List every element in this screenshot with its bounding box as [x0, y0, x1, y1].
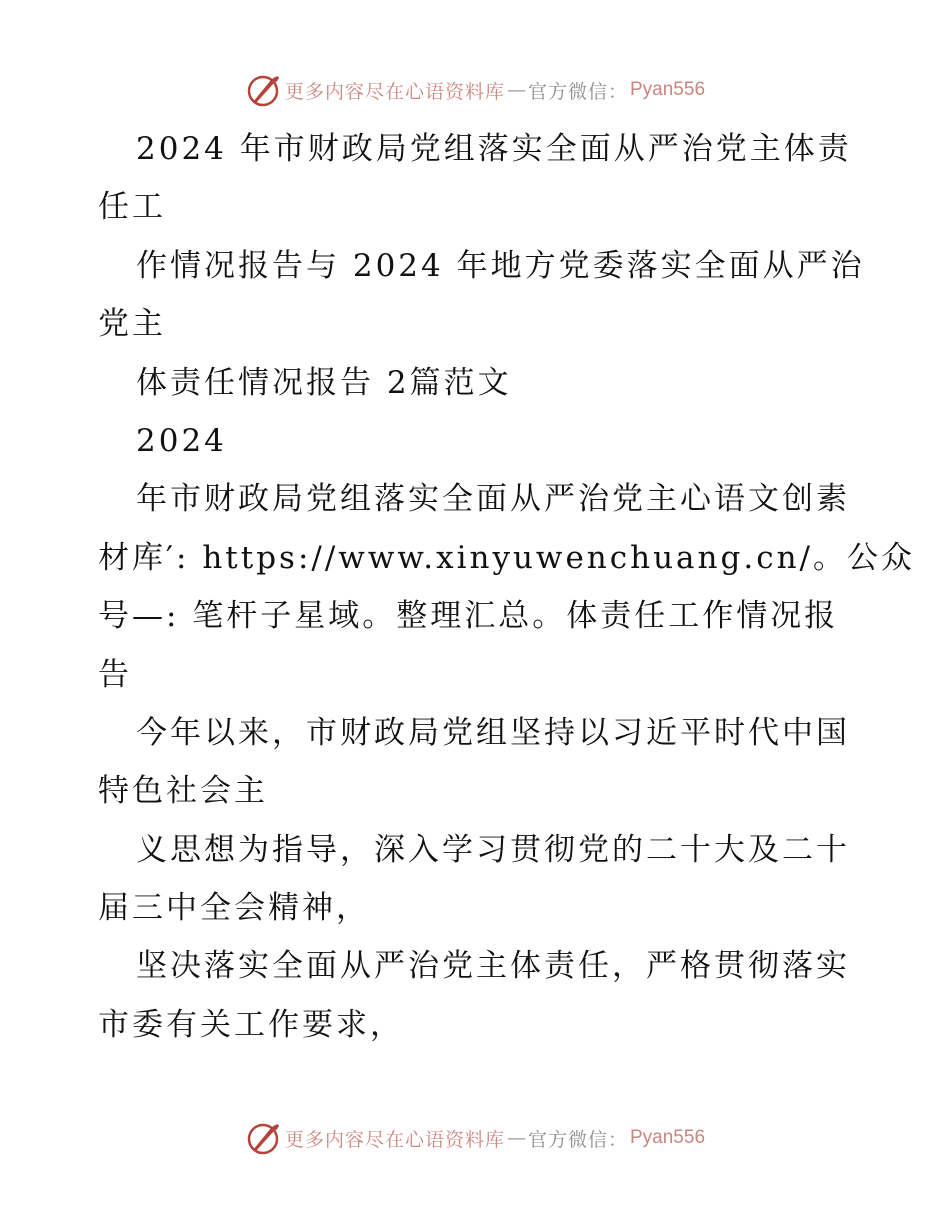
banner-separator: — [506, 1127, 526, 1149]
text-line: 体责任情况报告 2篇范文 [136, 364, 512, 401]
text-line: 市委有关工作要求， [98, 1006, 404, 1043]
text-line: 告 [98, 656, 132, 693]
text-line: 今年以来，市财政局党组坚持以习近平时代中国 [136, 714, 850, 751]
text-line: 特色社会主 [98, 773, 268, 810]
text-line: 义思想为指导，深入学习贯彻党的二十大及二十 [136, 831, 850, 868]
banner-wechat-label: 官方微信： [527, 80, 628, 103]
text-line: 材库′: https://www.xinyuwenchuang.cn/。公众 [98, 539, 915, 576]
document-body [98, 120, 915, 1054]
banner-separator: — [506, 79, 526, 101]
text-line: 坚决落实全面从严治党主体责任，严格贯彻落实 [136, 948, 850, 985]
text-line: 届三中全会精神， [98, 890, 370, 927]
text-line: 2024 年市财政局党组落实全面从严治党主体责 [136, 131, 852, 167]
text-line: 党主 [98, 306, 166, 343]
text-line: 2024 [136, 422, 227, 459]
banner-slogan: 更多内容尽在心语资料库 [284, 1128, 505, 1151]
banner-slogan: 更多内容尽在心语资料库 [284, 80, 505, 103]
header-banner [0, 70, 950, 110]
text-line: 年市财政局党组落实全面从严治党主心语文创素 [136, 481, 850, 518]
text-line: 任工 [98, 189, 166, 226]
banner-wechat-id: Pyan556 [630, 1127, 706, 1148]
footer-banner [0, 1118, 950, 1158]
quill-logo-icon [245, 1120, 281, 1156]
text-line: 号—: 笔杆子星域。整理汇总。体责任工作情况报 [98, 598, 839, 635]
banner-wechat-label: 官方微信： [527, 1128, 628, 1151]
quill-logo-icon [245, 72, 281, 108]
banner-wechat-id: Pyan556 [630, 79, 706, 100]
text-line: 作情况报告与 2024 年地方党委落实全面从严治 [136, 247, 865, 284]
